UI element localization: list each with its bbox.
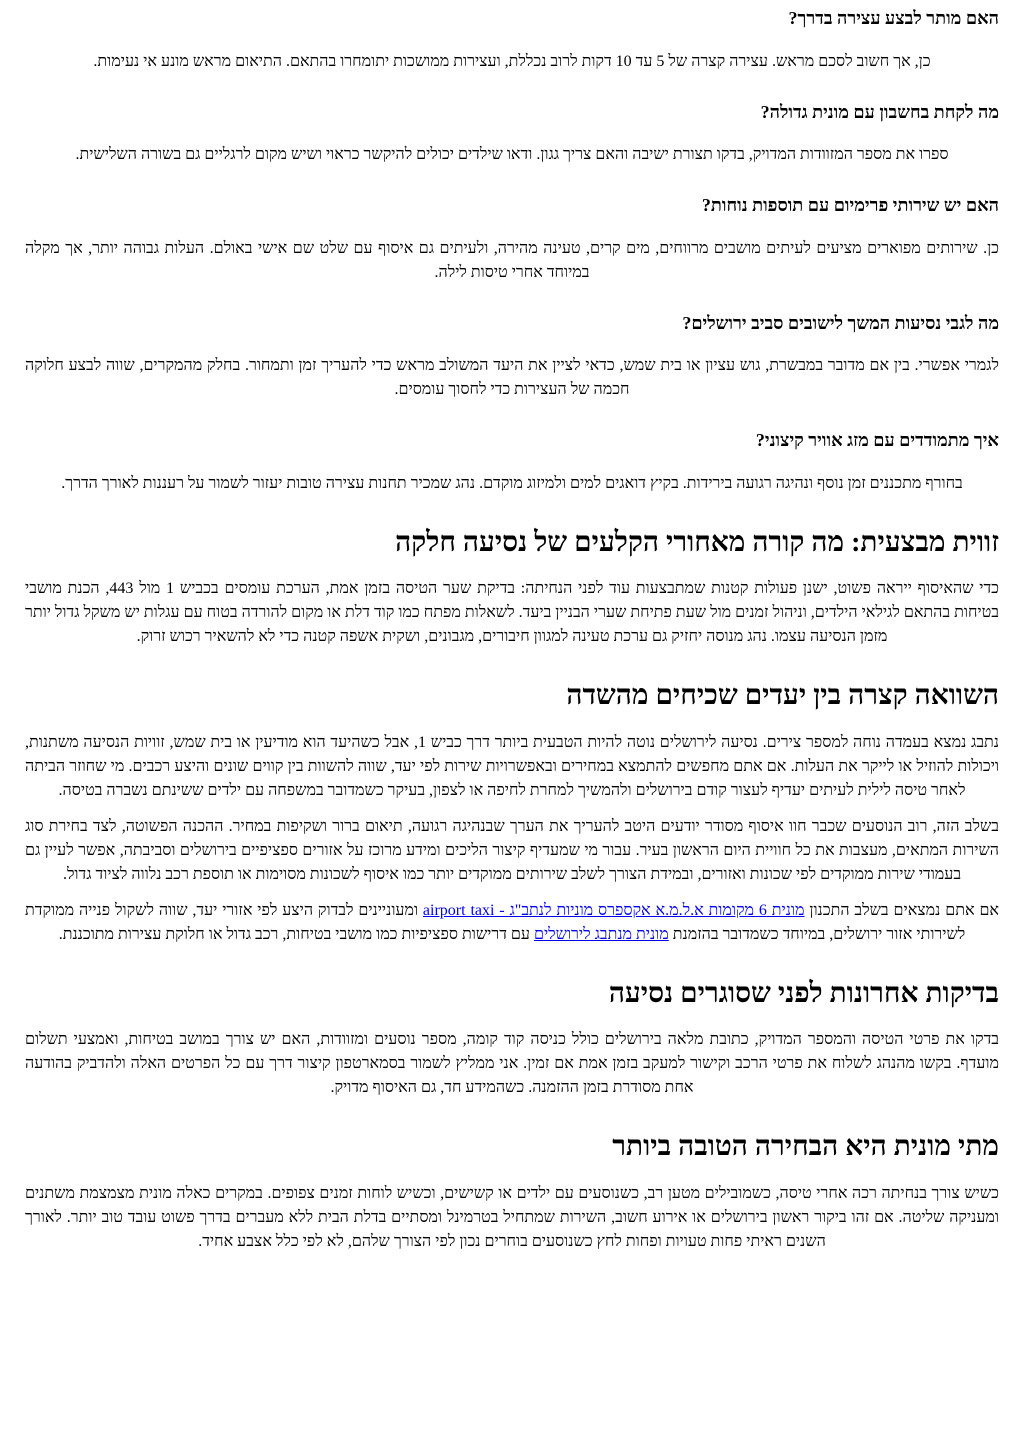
inline-link[interactable]: מונית מנתבג לירושלים <box>533 925 669 943</box>
question-heading: האם יש שירותי פרימיום עם תוספות נוחות? <box>701 195 999 215</box>
paragraph-text: עם דרישות ספציפיות כמו מושבי בטיחות, רכב גדול או חלוקת עצירות מתוכננת. <box>58 925 534 943</box>
section-heading: בדיקות אחרונות לפני שסוגרים נסיעה <box>608 977 999 1009</box>
question-heading: איך מתמודדים עם מזג אוויר קיצוני? <box>755 430 999 450</box>
section-heading: השוואה קצרה בין יעדים שכיחים מהשדה <box>566 680 999 712</box>
question-heading: מה לקחת בחשבון עם מונית גדולה? <box>760 101 999 122</box>
paragraph-text: ומעוניינים לבדוק היצע לפי אזורי יעד, שווה לשקול פנייה ממוקדת לשירותי אזור ירושלים, במיוחד כשמדובר בהזמנת <box>25 901 966 943</box>
paragraph: כשיש צורך בנחיתה רכה אחרי טיסה, כשמובילים מטען רב, כשנוסעים עם ילדים או קשישים, וכשיש לוחות זמנים צפופים. במקרים כאלה מונית מצמצמת משתנים ומעניקה שליטה. אם זהו ביקור ראשון בירושלים או אירוע חשוב, השירות שמתחיל בטרמינל ומסתיים בדלת הבית ללא מעברים בדרך פשוט עובד טוב יותר. לאורך השנים ראיתי פחות טעויות ופחות לחץ כשנוסעים בוחרים נכון לפי הצורך שלהם, לא לפי כלל אצבע אחיד. <box>25 1184 999 1250</box>
question-heading: מה לגבי נסיעות המשך לישובים סביב ירושלים? <box>682 312 999 333</box>
paragraph <box>25 899 999 947</box>
paragraph: בשלב הזה, רוב הנוסעים שכבר חוו איסוף מסודר יודעים היטב להעריך את הערך שבנהיגה רגועה, תיאום ברור ושקיפות במחיר. ההכנה הפשוטה, לצד בחירת סוג השירות המתאים, מעצבות את כל חוויית היום הראשון בעיר. עבור מי שמעדיף קיצור הליכים ומידע מרוכז על אזורים ספציפיים בירושלים וסביבתה, אפשר לעיין גם בעמודי שירות ממוקדים לפי שכונות ואזורים, ובמידת הצורך לשלב שירותים ממוקדים יותר כמו איסוף לשכונות מסוימות או תוספת רכב נלווה לציוד גדול. <box>25 817 999 883</box>
paragraph: ספרו את מספר המזוודות המדויק, בדקו תצורת ישיבה והאם צריך גגון. ודאו שילדים יכולים להיקשר כראוי ושיש מקום לרגליים גם בשורה השלישית. <box>75 146 949 163</box>
paragraph: כדי שהאיסוף ייראה פשוט, ישנן פעולות קטנות שמתבצעות עוד לפני הנחיתה: בדיקת שער הטיסה בזמן אמת, הערכת עומסים בכביש 1 מול 443, הכנת מושבי בטיחות בהתאם לגילאי הילדים, וניהול זמנים מול שעת פתיחת שערי הבניין ביעד. לשאלות מפתח כמו קוד דלת או מקום להורדה בטוח עם עגלות יש משקל גדול יותר מזמן הנסיעה עצמו. נהג מנוסה יחזיק גם ערכת טעינה למגוון חיבורים, מגבונים, ושקית אשפה קטנה כדי לא להשאיר רכוש זרוק. <box>25 580 1000 646</box>
paragraph: כן. שירותים מפוארים מציעים לעיתים מושבים מרווחים, מים קרים, טעינה מהירה, ולעיתים גם איסוף עם שלט שם אישי באולם. העלות גבוהה יותר, אך מקלה במיוחד אחרי טיסות לילה. <box>25 239 999 281</box>
section-heading: מתי מונית היא הבחירה הטובה ביותר <box>612 1131 999 1163</box>
paragraph: כן, אך חשוב לסכם מראש. עצירה קצרה של 5 עד 10 דקות לרוב נכללת, ועצירות ממושכות יתומחרו בהתאם. התיאום מראש מונע אי נעימות. <box>93 52 931 70</box>
paragraph: בחורף מתכננים זמן נוסף ונהיגה רגועה בירידות. בקיץ דואגים למים ולמיזוג מוקדם. נהג שמכיר תחנות עצירה טובות יעזור לשמור על רעננות לאורך הדרך. <box>61 474 963 492</box>
inline-link[interactable]: מונית 6 מקומות א.ל.מ.א אקספרס מוניות לנתב"ג - airport taxi <box>422 901 805 919</box>
paragraph: בדקו את פרטי הטיסה והמספר המדויק, כתובת מלאה בירושלים כולל כניסה קוד קומה, מספר נוסעים ומזוודות, האם יש צורך במושב בטיחות, ואמצעי תשלום מועדף. בקשו מהנהג לשלוח את פרטי הרכב וקישור למעקב בזמן אמת אם זמין. אני ממליץ לשמור בסמארטפון קיצור דרך עם כל הפרטים האלה ולהדביק בהודעה אחת מסודרת בזמן ההזמנה. כשהמידע חד, גם האיסוף מדויק. <box>25 1031 999 1097</box>
paragraph-text: אם אתם נמצאים בשלב התכנון <box>804 901 1000 919</box>
question-heading: האם מותר לבצע עצירה בדרך? <box>788 8 999 28</box>
section-heading: זווית מבצעית: מה קורה מאחורי הקלעים של נסיעה חלקה <box>395 526 999 558</box>
paragraph: נתבג נמצא בעמדה נוחה למספר צירים. נסיעה לירושלים נוטה להיות הטבעית ביותר דרך כביש 1, אבל כשהיעד הוא מודיעין או בית שמש, זוויות הנסיעה משתנות, ויכולות להוזיל או לייקר את העלות. אם אתם מחפשים להתמצא במחירים ובאפשרויות שירות לפי יעד, שווה להשוות בין קווים שונים והיצע רכבים. מי שחוזר הביתה לאחר טיסה לילית לעיתים יעדיף לעצור קודם בירושלים ולהמשיך למחרת לחיפה או לצפון, בעיקר כשמדובר במשפחה עם ילדים ששינתם נשברה בטיסה. <box>25 733 1000 799</box>
paragraph: לגמרי אפשרי. בין אם מדובר במבשרת, גוש עציון או בית שמש, כדאי לציין את היעד המשולב מראש כדי להעריך זמן ותמחור. בחלק מהמקרים, שווה לבצע חלוקה חכמה של העצירות כדי לחסוך עומסים. <box>25 357 999 398</box>
